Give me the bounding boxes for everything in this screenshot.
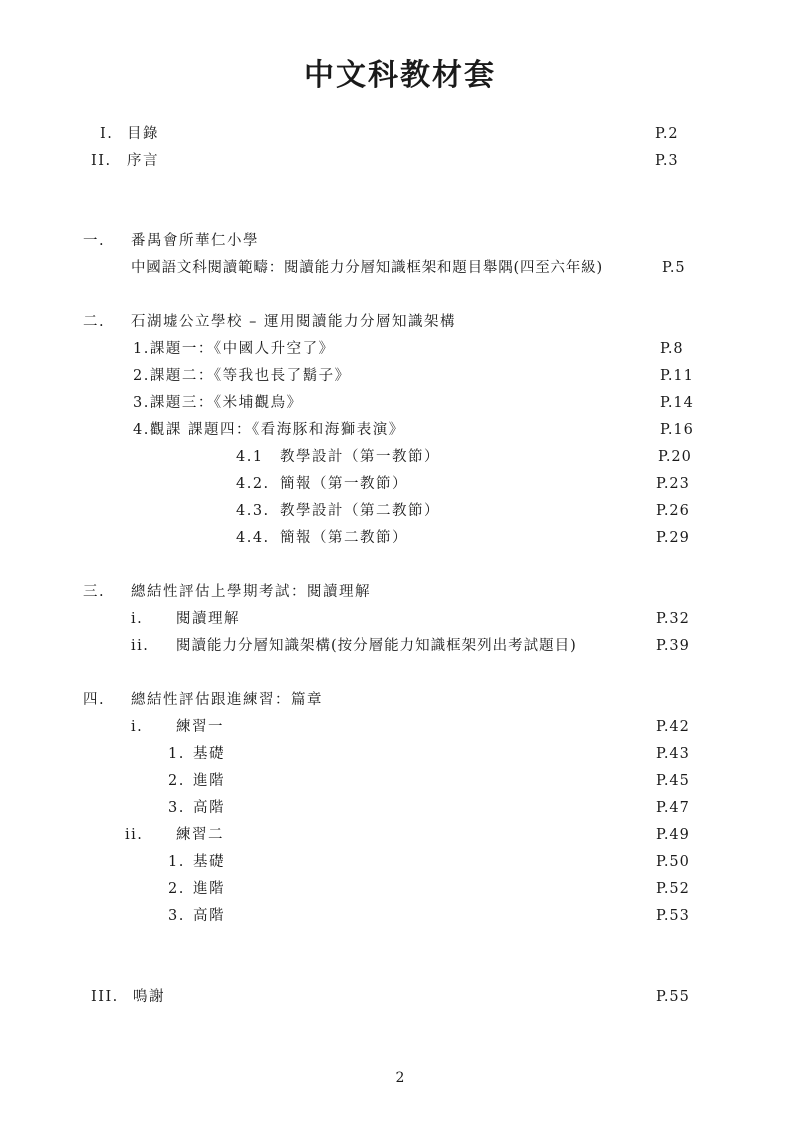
section3-item-2-page[interactable]: P.39 xyxy=(656,638,690,654)
toc-front-label-1[interactable]: 目錄 xyxy=(127,126,159,142)
section2-subitem-1-num: 4.1 xyxy=(236,449,264,465)
toc-front-page-1[interactable]: P.2 xyxy=(655,126,679,142)
section4-group-2-item-3-page[interactable]: P.53 xyxy=(656,908,690,924)
section4-group-2-item-2-page[interactable]: P.52 xyxy=(656,881,690,897)
section4-group-2-item-1-label[interactable]: 基礎 xyxy=(193,854,225,870)
section3-marker: 三. xyxy=(83,584,106,600)
section3-heading[interactable]: 總結性評估上學期考試：閱讀理解 xyxy=(131,584,371,600)
section2-subitem-3-label[interactable]: 教學設計（第二教節） xyxy=(280,503,440,519)
section1-subline[interactable]: 中國語文科閱讀範疇：閱讀能力分層知識框架和題目舉隅(四至六年級) xyxy=(131,260,603,276)
section4-group-2-item-3-num: 3. xyxy=(168,908,185,924)
section4-group-1-item-2-num: 2. xyxy=(168,773,185,789)
document-title: 中文科教材套 xyxy=(304,58,496,93)
section3-item-1-marker: i. xyxy=(131,611,144,627)
section2-marker: 二. xyxy=(83,314,106,330)
section4-group-1-item-1-label[interactable]: 基礎 xyxy=(193,746,225,762)
section1-heading[interactable]: 番禺會所華仁小學 xyxy=(131,233,259,249)
section2-item-1-page[interactable]: P.8 xyxy=(660,341,684,357)
section2-subitem-2-num: 4.2. xyxy=(236,476,270,492)
section4-group-2-page[interactable]: P.49 xyxy=(656,827,690,843)
section4-group-2-item-1-page[interactable]: P.50 xyxy=(656,854,690,870)
section4-group-1-item-2-label[interactable]: 進階 xyxy=(193,773,225,789)
section1-marker: 一. xyxy=(83,233,106,249)
section2-subitem-1-label[interactable]: 教學設計（第一教節） xyxy=(280,449,440,465)
section2-item-1-label[interactable]: 1.課題一：《中國人升空了》 xyxy=(133,341,335,357)
section4-group-2-item-2-num: 2. xyxy=(168,881,185,897)
toc-front-marker-1: I. xyxy=(100,126,114,142)
section2-heading[interactable]: 石湖墟公立學校 – 運用閱讀能力分層知識架構 xyxy=(131,314,456,330)
section4-group-1-item-1-page[interactable]: P.43 xyxy=(656,746,690,762)
section3-item-1-label[interactable]: 閱讀理解 xyxy=(176,611,240,627)
section4-group-1-item-2-page[interactable]: P.45 xyxy=(656,773,690,789)
toc-back-page-1[interactable]: P.55 xyxy=(656,989,690,1005)
section2-subitem-1-page[interactable]: P.20 xyxy=(658,449,692,465)
section2-subitem-3-page[interactable]: P.26 xyxy=(656,503,690,519)
section4-group-2-marker: ii. xyxy=(125,827,144,843)
section4-group-1-item-3-label[interactable]: 高階 xyxy=(193,800,225,816)
section2-subitem-2-page[interactable]: P.23 xyxy=(656,476,690,492)
section3-item-2-label[interactable]: 閱讀能力分層知識架構(按分層能力知識框架列出考試題目) xyxy=(176,638,577,654)
section4-group-2-item-1-num: 1. xyxy=(168,854,185,870)
section2-subitem-2-label[interactable]: 簡報（第一教節） xyxy=(280,476,408,492)
toc-front-marker-2: II. xyxy=(91,153,112,169)
section4-group-1-label[interactable]: 練習一 xyxy=(176,719,224,735)
section4-group-2-item-2-label[interactable]: 進階 xyxy=(193,881,225,897)
section4-heading[interactable]: 總結性評估跟進練習：篇章 xyxy=(131,692,323,708)
section2-item-3-page[interactable]: P.14 xyxy=(660,395,694,411)
section2-item-4-page[interactable]: P.16 xyxy=(660,422,694,438)
footer-page-number: 2 xyxy=(395,1070,405,1086)
section2-item-2-page[interactable]: P.11 xyxy=(660,368,694,384)
section4-group-1-item-1-num: 1. xyxy=(168,746,185,762)
section2-subitem-4-label[interactable]: 簡報（第二教節） xyxy=(280,530,408,546)
section2-subitem-4-num: 4.4. xyxy=(236,530,270,546)
toc-front-label-2[interactable]: 序言 xyxy=(127,153,159,169)
section3-item-1-page[interactable]: P.32 xyxy=(656,611,690,627)
section3-item-2-marker: ii. xyxy=(131,638,150,654)
section4-group-1-item-3-num: 3. xyxy=(168,800,185,816)
section2-item-4-label[interactable]: 4.觀課 課題四：《看海豚和海獅表演》 xyxy=(133,422,405,438)
section2-item-2-label[interactable]: 2.課題二：《等我也長了鬍子》 xyxy=(133,368,351,384)
section2-subitem-3-num: 4.3. xyxy=(236,503,270,519)
toc-front-page-2[interactable]: P.3 xyxy=(655,153,679,169)
section1-page[interactable]: P.5 xyxy=(662,260,686,276)
section4-group-2-item-3-label[interactable]: 高階 xyxy=(193,908,225,924)
section4-marker: 四. xyxy=(83,692,106,708)
section2-item-3-label[interactable]: 3.課題三：《米埔觀鳥》 xyxy=(133,395,303,411)
toc-back-label-1[interactable]: 鳴謝 xyxy=(133,989,165,1005)
section4-group-1-marker: i. xyxy=(131,719,144,735)
section4-group-1-item-3-page[interactable]: P.47 xyxy=(656,800,690,816)
section2-subitem-4-page[interactable]: P.29 xyxy=(656,530,690,546)
toc-back-marker-1: III. xyxy=(91,989,119,1005)
section4-group-1-page[interactable]: P.42 xyxy=(656,719,690,735)
section4-group-2-label[interactable]: 練習二 xyxy=(176,827,224,843)
